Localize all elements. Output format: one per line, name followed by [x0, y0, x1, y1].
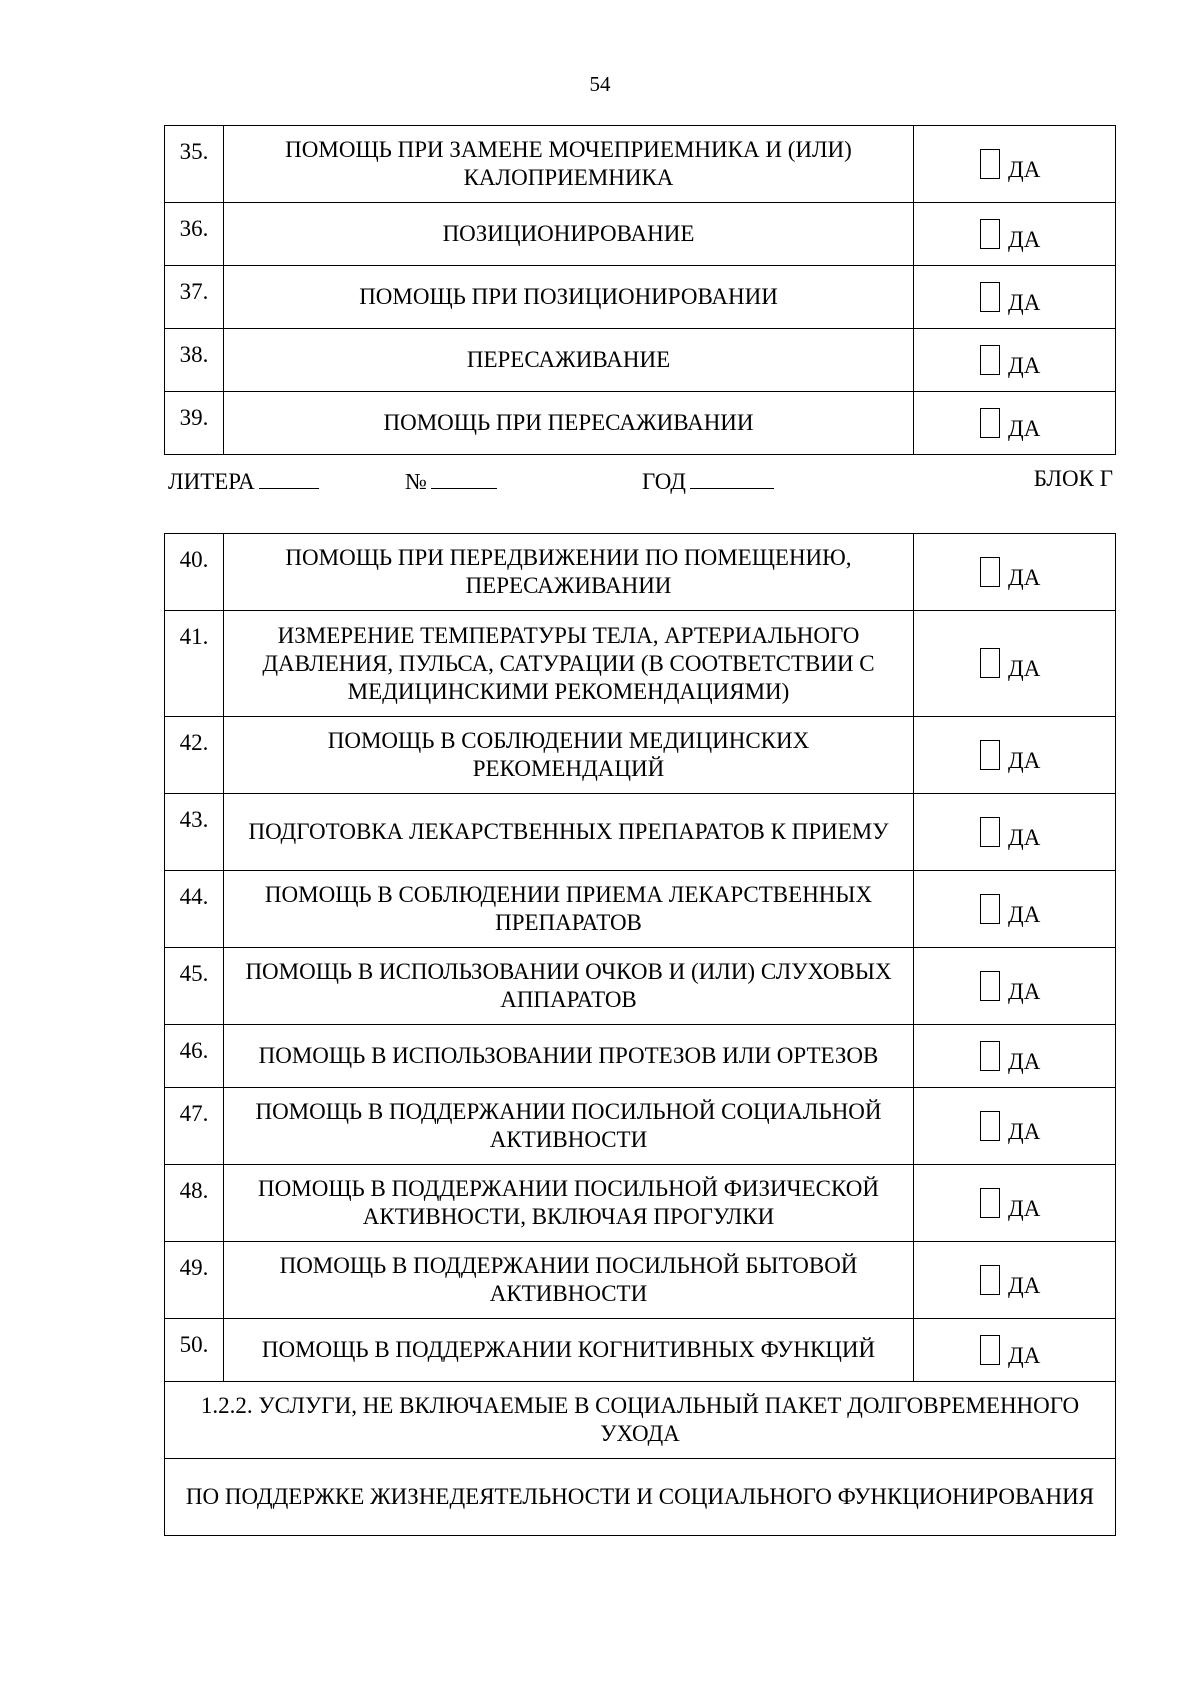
number-blank[interactable] — [431, 466, 497, 489]
row-number: 36. — [165, 203, 224, 266]
litera-field[interactable] — [168, 466, 319, 495]
section-heading-row — [165, 1382, 1116, 1459]
yes-checkbox[interactable] — [980, 219, 1000, 249]
yes-option[interactable] — [914, 392, 1116, 455]
yes-label: ДА — [1008, 824, 1041, 850]
yes-checkbox[interactable] — [980, 149, 1000, 179]
service-row-47 — [165, 1088, 1116, 1165]
year-label: ГОД — [642, 469, 686, 494]
yes-label: ДА — [1008, 1342, 1041, 1368]
row-number: 43. — [165, 794, 224, 871]
yes-label: ДА — [1008, 564, 1041, 590]
row-number: 45. — [165, 948, 224, 1025]
service-row-39 — [165, 392, 1116, 455]
service-name: ПОМОЩЬ В СОБЛЮДЕНИИ ПРИЕМА ЛЕКАРСТВЕННЫХ ПРЕПАРАТОВ — [224, 871, 914, 948]
yes-label: ДА — [1008, 1118, 1041, 1144]
yes-label: ДА — [1008, 352, 1041, 378]
service-row-48 — [165, 1165, 1116, 1242]
services-table-2 — [164, 533, 1116, 1536]
service-name: ПОМОЩЬ В ПОДДЕРЖАНИИ ПОСИЛЬНОЙ СОЦИАЛЬНОЙ АКТИВНОСТИ — [224, 1088, 914, 1165]
row-number: 42. — [165, 717, 224, 794]
yes-label: ДА — [1008, 1195, 1041, 1221]
page-number: 54 — [589, 72, 611, 96]
yes-checkbox[interactable] — [980, 345, 1000, 375]
row-number: 47. — [165, 1088, 224, 1165]
service-row-46 — [165, 1025, 1116, 1088]
yes-label: ДА — [1008, 289, 1041, 315]
service-row-44 — [165, 871, 1116, 948]
service-name: ПОМОЩЬ ПРИ ПОЗИЦИОНИРОВАНИИ — [224, 266, 914, 329]
yes-label: ДА — [1008, 226, 1041, 252]
yes-option[interactable] — [914, 126, 1116, 203]
service-row-50 — [165, 1319, 1116, 1382]
yes-checkbox[interactable] — [980, 740, 1000, 770]
year-field[interactable] — [642, 466, 774, 495]
service-name: ПОМОЩЬ В ПОДДЕРЖАНИИ ПОСИЛЬНОЙ БЫТОВОЙ АКТИВНОСТИ — [224, 1242, 914, 1319]
yes-option[interactable] — [914, 1088, 1116, 1165]
yes-label: ДА — [1008, 156, 1041, 182]
yes-option[interactable] — [914, 948, 1116, 1025]
services-table-1 — [164, 125, 1116, 455]
row-number: 41. — [165, 611, 224, 717]
yes-checkbox[interactable] — [980, 282, 1000, 312]
row-number: 40. — [165, 534, 224, 611]
yes-option[interactable] — [914, 611, 1116, 717]
row-number: 44. — [165, 871, 224, 948]
yes-label: ДА — [1008, 415, 1041, 441]
service-row-36 — [165, 203, 1116, 266]
yes-checkbox[interactable] — [980, 408, 1000, 438]
yes-checkbox[interactable] — [980, 894, 1000, 924]
service-row-43 — [165, 794, 1116, 871]
yes-option[interactable] — [914, 1025, 1116, 1088]
section-subheading: ПО ПОДДЕРЖКЕ ЖИЗНЕДЕЯТЕЛЬНОСТИ И СОЦИАЛЬНОГО ФУНКЦИОНИРОВАНИЯ — [165, 1459, 1116, 1536]
yes-checkbox[interactable] — [980, 1188, 1000, 1218]
section-subheading-row — [165, 1459, 1116, 1536]
service-name: ПОМОЩЬ ПРИ ЗАМЕНЕ МОЧЕПРИЕМНИКА И (ИЛИ) КАЛОПРИЕМНИКА — [224, 126, 914, 203]
service-name: ПЕРЕСАЖИВАНИЕ — [224, 329, 914, 392]
number-label: № — [405, 469, 427, 494]
yes-label: ДА — [1008, 1272, 1041, 1298]
yes-option[interactable] — [914, 1242, 1116, 1319]
yes-option[interactable] — [914, 794, 1116, 871]
service-name: ПОМОЩЬ В ИСПОЛЬЗОВАНИИ ОЧКОВ И (ИЛИ) СЛУХОВЫХ АППАРАТОВ — [224, 948, 914, 1025]
yes-label: ДА — [1008, 901, 1041, 927]
yes-checkbox[interactable] — [980, 1335, 1000, 1365]
yes-option[interactable] — [914, 1165, 1116, 1242]
section-heading: 1.2.2. УСЛУГИ, НЕ ВКЛЮЧАЕМЫЕ В СОЦИАЛЬНЫЙ ПАКЕТ ДОЛГОВРЕМЕННОГО УХОДА — [165, 1382, 1116, 1459]
service-name: ИЗМЕРЕНИЕ ТЕМПЕРАТУРЫ ТЕЛА, АРТЕРИАЛЬНОГО ДАВЛЕНИЯ, ПУЛЬСА, САТУРАЦИИ (В СООТВЕТСТВИИ С МЕДИЦИНСКИМИ РЕКОМЕНДАЦИЯМИ) — [224, 611, 914, 717]
form-meta-line — [168, 466, 1113, 498]
service-name: ПОМОЩЬ ПРИ ПЕРЕСАЖИВАНИИ — [224, 392, 914, 455]
service-name: ПОЗИЦИОНИРОВАНИЕ — [224, 203, 914, 266]
yes-option[interactable] — [914, 203, 1116, 266]
service-row-37 — [165, 266, 1116, 329]
litera-label: ЛИТЕРА — [168, 469, 255, 494]
row-number: 37. — [165, 266, 224, 329]
yes-label: ДА — [1008, 978, 1041, 1004]
row-number: 50. — [165, 1319, 224, 1382]
yes-option[interactable] — [914, 717, 1116, 794]
row-number: 46. — [165, 1025, 224, 1088]
block-label: БЛОК Г — [1033, 466, 1113, 491]
yes-option[interactable] — [914, 1319, 1116, 1382]
year-blank[interactable] — [690, 466, 774, 489]
row-number: 38. — [165, 329, 224, 392]
yes-checkbox[interactable] — [980, 557, 1000, 587]
yes-option[interactable] — [914, 534, 1116, 611]
yes-checkbox[interactable] — [980, 1041, 1000, 1071]
yes-option[interactable] — [914, 266, 1116, 329]
service-row-41 — [165, 611, 1116, 717]
yes-option[interactable] — [914, 871, 1116, 948]
yes-label: ДА — [1008, 747, 1041, 773]
service-name: ПОМОЩЬ В ПОДДЕРЖАНИИ КОГНИТИВНЫХ ФУНКЦИЙ — [224, 1319, 914, 1382]
yes-option[interactable] — [914, 329, 1116, 392]
yes-checkbox[interactable] — [980, 971, 1000, 1001]
service-row-38 — [165, 329, 1116, 392]
service-name: ПОМОЩЬ В СОБЛЮДЕНИИ МЕДИЦИНСКИХ РЕКОМЕНДАЦИЙ — [224, 717, 914, 794]
yes-checkbox[interactable] — [980, 648, 1000, 678]
row-number: 35. — [165, 126, 224, 203]
yes-checkbox[interactable] — [980, 1111, 1000, 1141]
service-row-42 — [165, 717, 1116, 794]
yes-label: ДА — [1008, 656, 1041, 681]
yes-label: ДА — [1008, 1048, 1041, 1074]
service-row-40 — [165, 534, 1116, 611]
service-name: ПОДГОТОВКА ЛЕКАРСТВЕННЫХ ПРЕПАРАТОВ К ПРИЕМУ — [224, 794, 914, 871]
service-row-45 — [165, 948, 1116, 1025]
service-name: ПОМОЩЬ В ПОДДЕРЖАНИИ ПОСИЛЬНОЙ ФИЗИЧЕСКОЙ АКТИВНОСТИ, ВКЛЮЧАЯ ПРОГУЛКИ — [224, 1165, 914, 1242]
row-number: 39. — [165, 392, 224, 455]
row-number: 48. — [165, 1165, 224, 1242]
yes-checkbox[interactable] — [980, 817, 1000, 847]
service-name: ПОМОЩЬ В ИСПОЛЬЗОВАНИИ ПРОТЕЗОВ ИЛИ ОРТЕЗОВ — [224, 1025, 914, 1088]
row-number: 49. — [165, 1242, 224, 1319]
litera-blank[interactable] — [259, 466, 319, 489]
yes-checkbox[interactable] — [980, 1265, 1000, 1295]
service-name: ПОМОЩЬ ПРИ ПЕРЕДВИЖЕНИИ ПО ПОМЕЩЕНИЮ, ПЕРЕСАЖИВАНИИ — [224, 534, 914, 611]
service-row-35 — [165, 126, 1116, 203]
service-row-49 — [165, 1242, 1116, 1319]
number-field[interactable] — [405, 466, 497, 495]
